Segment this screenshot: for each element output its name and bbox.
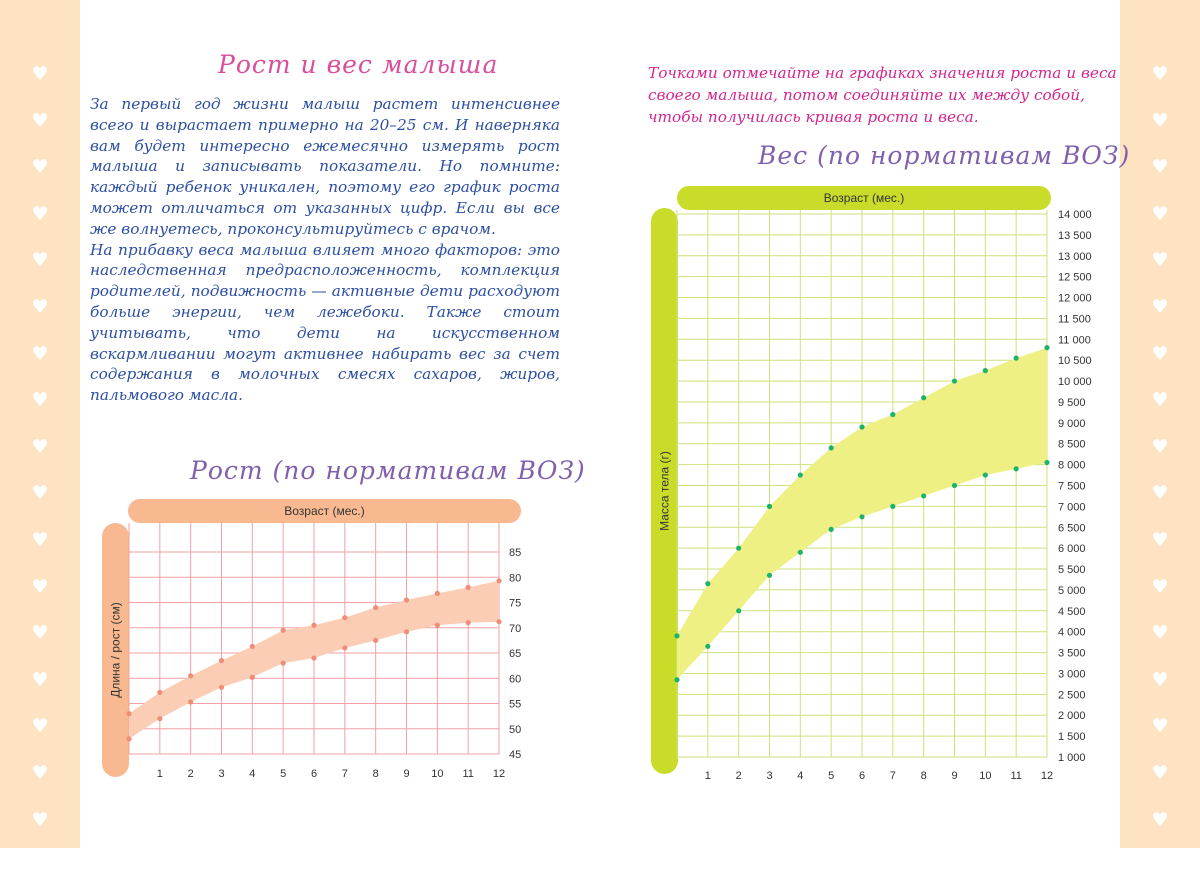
heart-icon: ♥ <box>1151 342 1169 365</box>
y-tick-label: 10 500 <box>1058 355 1092 368</box>
y-axis-label: Масса тела (г) <box>657 451 672 531</box>
heart-icon: ♥ <box>1151 389 1169 412</box>
point-upper-2 <box>188 673 193 678</box>
height-chart-title: Рост (по нормативам ВОЗ) <box>190 456 586 485</box>
x-tick-label: 2 <box>187 768 194 780</box>
point-lower-12 <box>496 619 501 624</box>
point-lower-5 <box>281 661 286 666</box>
point-upper-3 <box>219 658 224 663</box>
weight-chart <box>651 186 1092 782</box>
y-tick-label: 3 500 <box>1058 647 1086 660</box>
y-tick-label: 1 500 <box>1058 731 1086 744</box>
x-tick-label: 10 <box>979 770 992 782</box>
point-lower-0 <box>674 677 679 682</box>
x-tick-label: 11 <box>462 768 474 780</box>
y-tick-label: 13 000 <box>1058 250 1092 263</box>
x-tick-label: 3 <box>218 768 225 780</box>
x-tick-label: 12 <box>492 768 506 780</box>
heart-icon: ♥ <box>31 389 49 412</box>
point-upper-11 <box>1014 356 1019 361</box>
x-tick-label: 5 <box>280 768 287 780</box>
point-upper-5 <box>829 445 834 450</box>
x-tick-label: 1 <box>156 768 163 780</box>
paragraph-weight: На прибавку веса малыша влияет много факторов: это наследственная предрасположенность, комплекция родителей, подвижность — активные дети расходуют больше энергии, чем лежебоки. Также стоит учитывать, что дети на искусственном вскармливании могут активнее набирать вес за счет содержания в молочных смесях сахаров, жиров, пальмового масла. <box>90 240 560 405</box>
x-tick-label: 8 <box>920 770 927 782</box>
heart-icon: ♥ <box>31 202 49 225</box>
y-tick-label: 8 500 <box>1058 438 1086 451</box>
heart-icon: ♥ <box>1151 762 1169 784</box>
y-axis-label: Длина / рост (см) <box>108 602 123 698</box>
point-lower-1 <box>157 716 162 721</box>
point-upper-7 <box>890 412 895 417</box>
x-tick-label: 6 <box>310 768 318 780</box>
heart-icon: ♥ <box>31 482 49 505</box>
point-upper-12 <box>496 578 501 583</box>
point-lower-10 <box>435 623 440 628</box>
x-tick-label: 9 <box>403 768 410 780</box>
y-tick-label: 2 000 <box>1058 710 1086 723</box>
x-tick-label: 5 <box>828 770 835 782</box>
point-upper-10 <box>435 591 440 596</box>
x-axis-label: Возраст (мес.) <box>823 191 905 205</box>
point-lower-6 <box>859 514 864 519</box>
y-tick-label: 12 500 <box>1058 271 1092 284</box>
y-tick-label: 85 <box>509 547 522 559</box>
heart-icon: ♥ <box>31 435 49 458</box>
heart-icon: ♥ <box>31 249 49 272</box>
point-lower-11 <box>466 620 471 625</box>
point-upper-9 <box>404 597 409 602</box>
heart-icon: ♥ <box>1151 855 1169 877</box>
instruction-note: Точками отмечайте на графиках значения роста и веса своего малыша, потом соединяйте их между собой, чтобы получилась кривая роста и веса. <box>648 64 1117 126</box>
x-tick-label: 9 <box>951 770 958 782</box>
point-upper-12 <box>1044 345 1049 350</box>
paragraph-growth: За первый год жизни малыш растет интенсивнее всего и вырастает примерно на 20–25 см. И наверняка вам будет интересно ежемесячно измерять рост малыша и записывать показатели. Но помните: каждый ребенок уникален, поэтому его график роста может отличаться от указанных цифр. Если вы все же волнуетесь, проконсультируйтесь с врачом. <box>90 95 560 238</box>
y-tick-label: 4 500 <box>1058 605 1086 618</box>
y-tick-label: 5 000 <box>1058 584 1086 597</box>
heart-icon: ♥ <box>31 668 49 691</box>
heart-icon: ♥ <box>31 622 49 645</box>
point-upper-1 <box>157 690 162 695</box>
point-upper-7 <box>342 615 347 620</box>
heart-icon: ♥ <box>31 575 49 598</box>
y-tick-label: 9 000 <box>1058 417 1086 430</box>
point-lower-7 <box>890 504 895 509</box>
point-upper-6 <box>311 623 316 628</box>
y-tick-label: 12 000 <box>1058 292 1092 305</box>
y-tick-label: 13 500 <box>1058 229 1092 242</box>
point-lower-3 <box>219 685 224 690</box>
heart-icon: ♥ <box>1151 249 1169 272</box>
weight-chart-title: Вес (по нормативам ВОЗ) <box>758 141 1131 170</box>
heart-icon: ♥ <box>1151 63 1169 85</box>
x-axis-label: Возраст (мес.) <box>284 504 365 518</box>
y-tick-label: 6 500 <box>1058 522 1086 535</box>
heart-icon: ♥ <box>31 156 49 179</box>
point-upper-6 <box>859 424 864 429</box>
point-lower-1 <box>705 644 710 649</box>
x-tick-label: 1 <box>704 770 711 782</box>
heart-icon: ♥ <box>1151 296 1169 318</box>
y-tick-label: 14 000 <box>1058 209 1092 221</box>
y-tick-label: 9 500 <box>1058 396 1086 409</box>
point-lower-9 <box>404 629 409 634</box>
point-lower-7 <box>342 645 347 650</box>
point-upper-11 <box>466 585 471 590</box>
point-upper-0 <box>674 633 679 638</box>
y-tick-label: 4 000 <box>1058 626 1086 639</box>
y-tick-label: 80 <box>509 572 522 585</box>
point-upper-5 <box>281 628 286 633</box>
heart-icon: ♥ <box>31 342 49 365</box>
x-tick-label: 6 <box>858 770 866 782</box>
point-upper-1 <box>705 581 710 586</box>
point-lower-2 <box>188 699 193 704</box>
y-tick-label: 70 <box>509 622 522 635</box>
heart-icon: ♥ <box>1151 715 1169 738</box>
x-tick-label: 8 <box>372 768 379 780</box>
point-upper-10 <box>983 368 988 373</box>
point-upper-4 <box>798 472 803 477</box>
x-tick-label: 12 <box>1040 770 1054 782</box>
point-lower-10 <box>983 472 988 477</box>
x-tick-label: 7 <box>889 770 896 782</box>
point-upper-4 <box>250 644 255 649</box>
point-upper-8 <box>921 395 926 400</box>
heart-icon: ♥ <box>31 296 49 318</box>
y-tick-label: 75 <box>509 597 522 610</box>
point-lower-2 <box>736 608 741 613</box>
x-tick-label: 2 <box>735 770 742 782</box>
point-upper-0 <box>126 711 131 716</box>
x-tick-label: 7 <box>341 768 348 780</box>
heart-icon: ♥ <box>1151 156 1169 179</box>
y-tick-label: 1 000 <box>1058 752 1086 764</box>
heart-icon: ♥ <box>31 762 49 784</box>
heart-icon: ♥ <box>1151 808 1169 831</box>
point-lower-9 <box>952 483 957 488</box>
point-lower-4 <box>250 675 255 680</box>
x-tick-label: 10 <box>431 768 444 780</box>
y-tick-label: 7 000 <box>1058 501 1086 514</box>
y-tick-label: 45 <box>509 749 522 761</box>
height-chart <box>102 499 521 780</box>
point-lower-0 <box>126 736 131 741</box>
x-tick-label: 4 <box>249 768 256 780</box>
point-lower-8 <box>373 638 378 643</box>
y-tick-label: 55 <box>509 698 522 711</box>
point-lower-3 <box>767 573 772 578</box>
heart-icon: ♥ <box>1151 575 1169 598</box>
heart-icon: ♥ <box>1151 202 1169 225</box>
y-tick-label: 65 <box>509 648 522 660</box>
heart-icon: ♥ <box>31 109 49 132</box>
point-upper-8 <box>373 605 378 610</box>
y-tick-label: 11 500 <box>1058 313 1091 326</box>
point-upper-2 <box>736 546 741 551</box>
y-tick-label: 50 <box>509 723 522 736</box>
point-lower-8 <box>921 493 926 498</box>
point-lower-6 <box>311 655 316 660</box>
y-tick-label: 7 500 <box>1058 480 1086 493</box>
y-tick-label: 2 500 <box>1058 689 1086 702</box>
heart-icon: ♥ <box>31 63 49 85</box>
heart-icon: ♥ <box>1151 622 1169 645</box>
y-tick-label: 11 000 <box>1058 334 1091 347</box>
point-lower-12 <box>1044 460 1049 465</box>
x-tick-label: 11 <box>1010 770 1022 782</box>
point-lower-5 <box>829 527 834 532</box>
point-upper-3 <box>767 504 772 509</box>
y-tick-label: 60 <box>509 673 522 686</box>
heart-icon: ♥ <box>1151 529 1169 551</box>
y-tick-label: 5 500 <box>1058 564 1086 577</box>
y-tick-label: 3 000 <box>1058 668 1086 681</box>
heart-icon: ♥ <box>31 715 49 738</box>
heart-icon: ♥ <box>31 529 49 551</box>
point-upper-9 <box>952 378 957 383</box>
y-tick-label: 10 000 <box>1058 376 1092 389</box>
heart-icon: ♥ <box>1151 482 1169 505</box>
point-lower-4 <box>798 550 803 555</box>
heart-icon: ♥ <box>1151 109 1169 132</box>
y-tick-label: 6 000 <box>1058 543 1086 556</box>
x-tick-label: 3 <box>766 770 773 782</box>
heart-icon: ♥ <box>31 808 49 831</box>
heart-icon: ♥ <box>1151 435 1169 458</box>
page-title: Рост и вес малыша <box>218 50 499 79</box>
x-tick-label: 4 <box>797 770 804 782</box>
heart-icon: ♥ <box>1151 668 1169 691</box>
heart-icon: ♥ <box>31 855 49 877</box>
point-lower-11 <box>1014 466 1019 471</box>
y-tick-label: 8 000 <box>1058 459 1086 472</box>
